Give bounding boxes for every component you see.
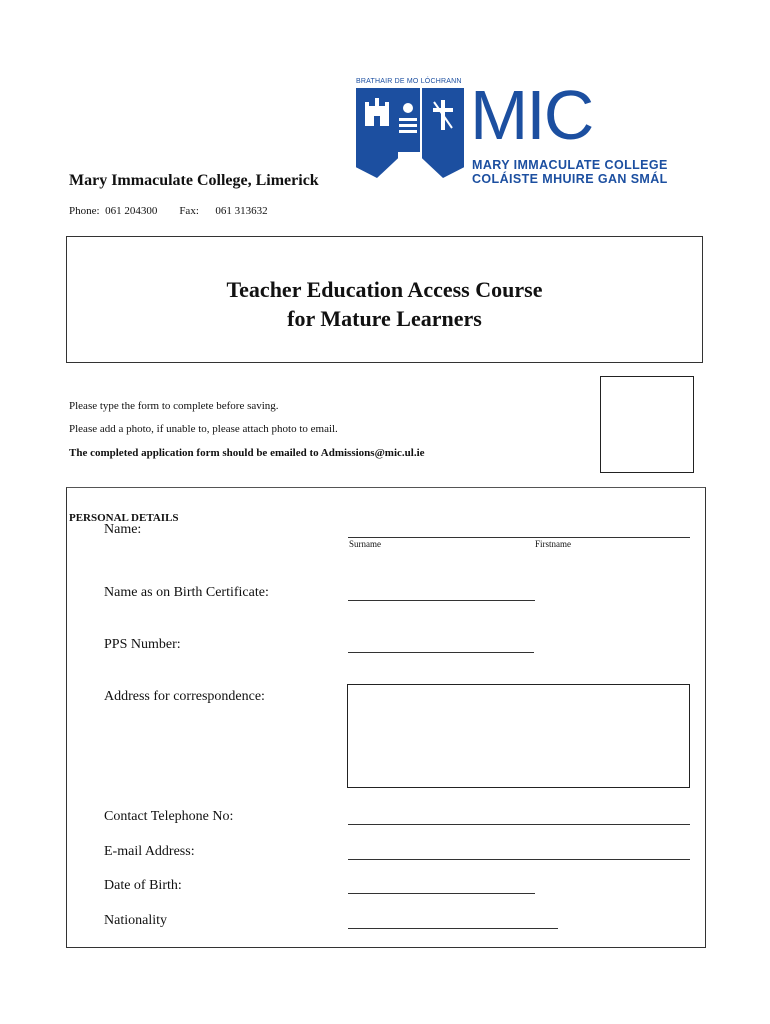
section-heading: PERSONAL DETAILS [69, 512, 179, 524]
phone-label: Phone: [69, 205, 100, 217]
telephone-field[interactable] [348, 824, 690, 825]
email-field[interactable] [348, 859, 690, 860]
pps-number-field[interactable] [348, 652, 534, 653]
logo-shield-right [422, 88, 464, 178]
telephone-label: Contact Telephone No: [104, 809, 234, 824]
cross-icon [422, 88, 464, 178]
logo-letters: MIC [470, 76, 593, 154]
nationality-field[interactable] [348, 928, 558, 929]
name-field[interactable] [348, 537, 690, 538]
logo-motto: BRATHAIR DE MO LÓCHRANN [356, 78, 462, 85]
castle-icon [356, 88, 398, 178]
dob-label: Date of Birth: [104, 878, 182, 893]
nationality-label: Nationality [104, 913, 167, 928]
logo-shield-left [356, 88, 398, 178]
contact-line [69, 205, 268, 217]
course-title-line2: for Mature Learners [287, 306, 482, 331]
fax-value: 061 313632 [215, 205, 268, 217]
address-field[interactable] [347, 684, 690, 788]
college-name: Mary Immaculate College, Limerick [69, 172, 319, 189]
waves-icon [396, 88, 420, 152]
email-label: E-mail Address: [104, 844, 195, 859]
surname-caption: Surname [349, 539, 381, 549]
instruction-type-form: Please type the form to complete before saving. [69, 400, 279, 412]
instruction-email: The completed application form should be emailed to Admissions@mic.ul.ie [69, 447, 425, 459]
pps-label: PPS Number: [104, 637, 181, 652]
photo-placeholder[interactable] [600, 376, 694, 473]
logo-shield-middle [396, 88, 420, 152]
title-box [66, 236, 703, 363]
birth-cert-name-field[interactable] [348, 600, 535, 601]
birth-cert-label: Name as on Birth Certificate: [104, 585, 269, 600]
instruction-add-photo: Please add a photo, if unable to, please attach photo to email. [69, 423, 338, 435]
firstname-caption: Firstname [535, 539, 571, 549]
dob-field[interactable] [348, 893, 535, 894]
name-label: Name: [104, 522, 142, 537]
phone-value: 061 204300 [105, 205, 158, 217]
fax-label: Fax: [179, 205, 199, 217]
address-label: Address for correspondence: [104, 689, 265, 704]
mic-logo [352, 78, 672, 190]
course-title-line1: Teacher Education Access Course [226, 277, 543, 302]
logo-name-english: MARY IMMACULATE COLLEGE [472, 158, 668, 172]
logo-name-irish: COLÁISTE MHUIRE GAN SMÁL [472, 172, 668, 186]
